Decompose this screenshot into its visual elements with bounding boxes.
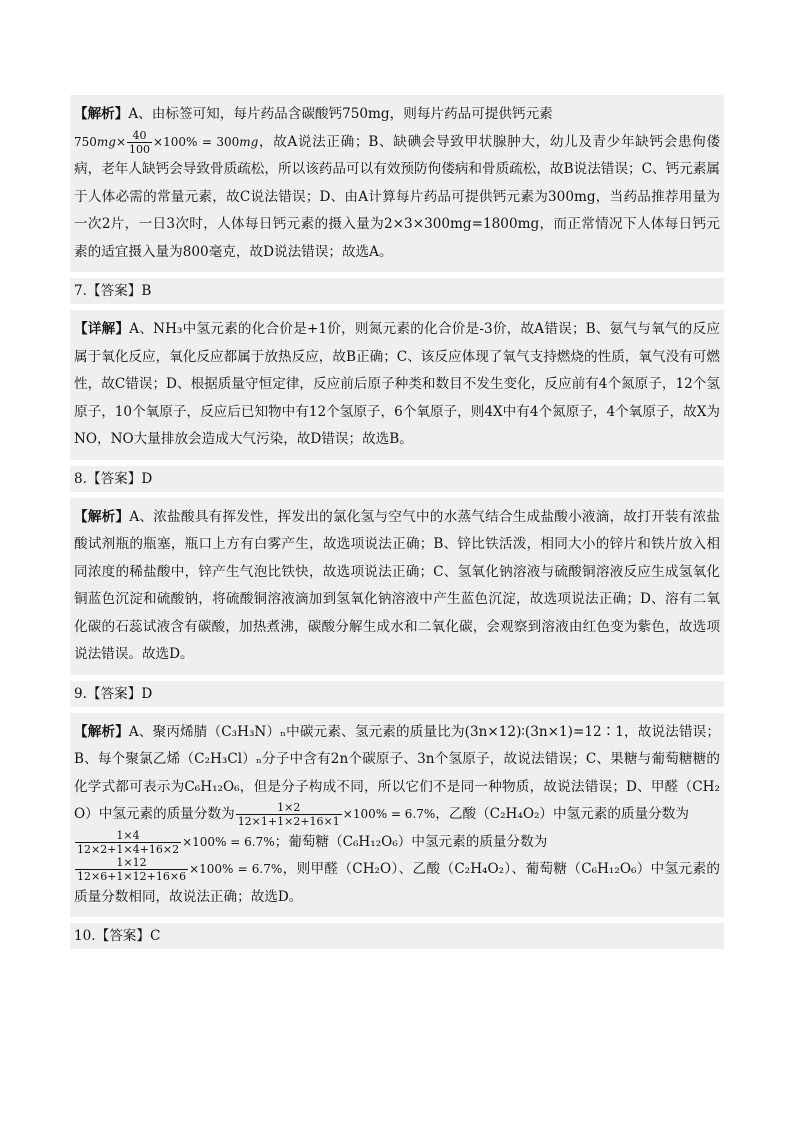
answer-page xyxy=(70,95,724,955)
q9-formula-1: $\frac{1\times 2}{12\times 1+1\times 2+16\times 1}$ ×100% = 6.7% xyxy=(237,801,436,828)
q9-formula-3: $\frac{1\times 12}{12\times 6+1\times 12+16\times 6}$ ×100% = 6.7% xyxy=(77,856,283,883)
q9-formula-2: $\frac{1\times 4}{12\times 2+1\times 4+16\times 2}$ ×100% = 6.7% xyxy=(77,828,275,856)
q8-answer: 8.【答案】D xyxy=(70,466,724,492)
q9-part1: A、聚丙烯腈（C₃H₃N）ₙ中碳元素、氢元素的质量比为(3n×12)∶(3n×1)=12∶1，故说法错误；B、每个聚氯乙烯（C₂H₃Cl）ₙ分子中含有2n个碳原子、3n个氢原子，故说法错误；C、果糖与葡萄糖糖的化学式都可表示为C₆H₁₂O₆，但是分子构成不同，所以它们不是同一种物质，故说法错误；D、甲醛（CH₂O）中氢元素的质量分数为 xyxy=(74,723,720,822)
q7-answer: 7.【答案】B xyxy=(70,278,724,304)
q6-line1: A、由标签可知，每片药品含碳酸钙750mg，则每片药品可提供钙元素 xyxy=(128,106,553,122)
q7-text: A、NH₃中氢元素的化合价是+1价，则氮元素的化合价是-3价，故A错误；B、氨气与氧气的反应属于氧化反应，氧化反应都属于放热反应，故B正确；C、该反应体现了氧气支持燃烧的性质，氧气没有可燃性，故C错误；D、根据质量守恒定律，反应前后原子种类和数目不发生变化，反应前有4个氮原子，12个氢原子，10个氧原子，反应后已知物中有12个氢原子，6个氧原子，则4X中有4个氮原子，4个氧原子，故X为NO，NO大量排放会造成大气污染，故D错误；故选B。 xyxy=(74,321,720,447)
q6-formula: 750mg× $\frac{40}{100}$ ×100% = 300mg xyxy=(74,128,259,156)
q7-explanation xyxy=(70,310,724,460)
q9-answer: 9.【答案】D xyxy=(70,681,724,707)
q8-text: A、浓盐酸具有挥发性，挥发出的氯化氢与空气中的水蒸气结合生成盐酸小液滴，故打开装有浓盐酸试剂瓶的瓶塞，瓶口上方有白雾产生，故选项说法正确；B、锌比铁活泼，相同大小的锌片和铁片放入相同浓度的稀盐酸中，锌产生气泡比铁快，故选项说法正确；C、氢氧化钠溶液与硫酸铜溶液反应生成氢氧化铜蓝色沉淀和硫酸钠，将硫酸铜溶液滴加到氢氧化钠溶液中产生蓝色沉淀，故选项说法正确；D、溶有二氧化碳的石蕊试液含有碳酸，加热煮沸，碳酸分解生成水和二氧化碳，会观察到溶液由红色变为紫色，故选项说法错误。故选D。 xyxy=(74,508,720,662)
q9-part4: ，则甲醛（CH₂O）、乙酸（C₂H₄O₂）、葡萄糖（C₆H₁₂O₆）中氢元素的质量分数相同，故说法正确；故选D。 xyxy=(74,861,721,905)
analysis-tag: 【解析】 xyxy=(74,723,129,740)
q8-analysis xyxy=(70,498,724,675)
q10-answer: 10.【答案】C xyxy=(70,923,724,949)
q9-part2: ，乙酸（C₂H₄O₂）中氢元素的质量分数为 xyxy=(435,806,689,822)
q6-fraction: $\frac{40}{100}$ xyxy=(129,128,151,156)
q9-part3: ；葡萄糖（C₆H₁₂O₆）中氢元素的质量分数为 xyxy=(274,833,548,850)
q9-analysis xyxy=(70,713,724,918)
explain-tag: 【详解】 xyxy=(74,321,130,337)
q6-analysis xyxy=(70,95,724,272)
analysis-tag: 【解析】 xyxy=(74,508,130,525)
analysis-tag: 【解析】 xyxy=(74,106,129,122)
q6-rest: ，故A说法正确；B、缺碘会导致甲状腺肿大，幼儿及青少年缺钙会患佝偻病，老年人缺钙会导致骨质疏松，所以该药品可以有效预防佝偻病和骨质疏松，故B说法错误；C、钙元素属于人体必需的常量元素，故C说法错误；D、由A计算每片药品可提供钙元素为300mg，当药品推荐用量为一次2片，一日3次时，人体每日钙元素的摄入量为2×3×300mg=1800mg，而正常情况下人体每日钙元素的适宜摄入量为800毫克，故D说法错误；故选A。 xyxy=(74,133,720,260)
